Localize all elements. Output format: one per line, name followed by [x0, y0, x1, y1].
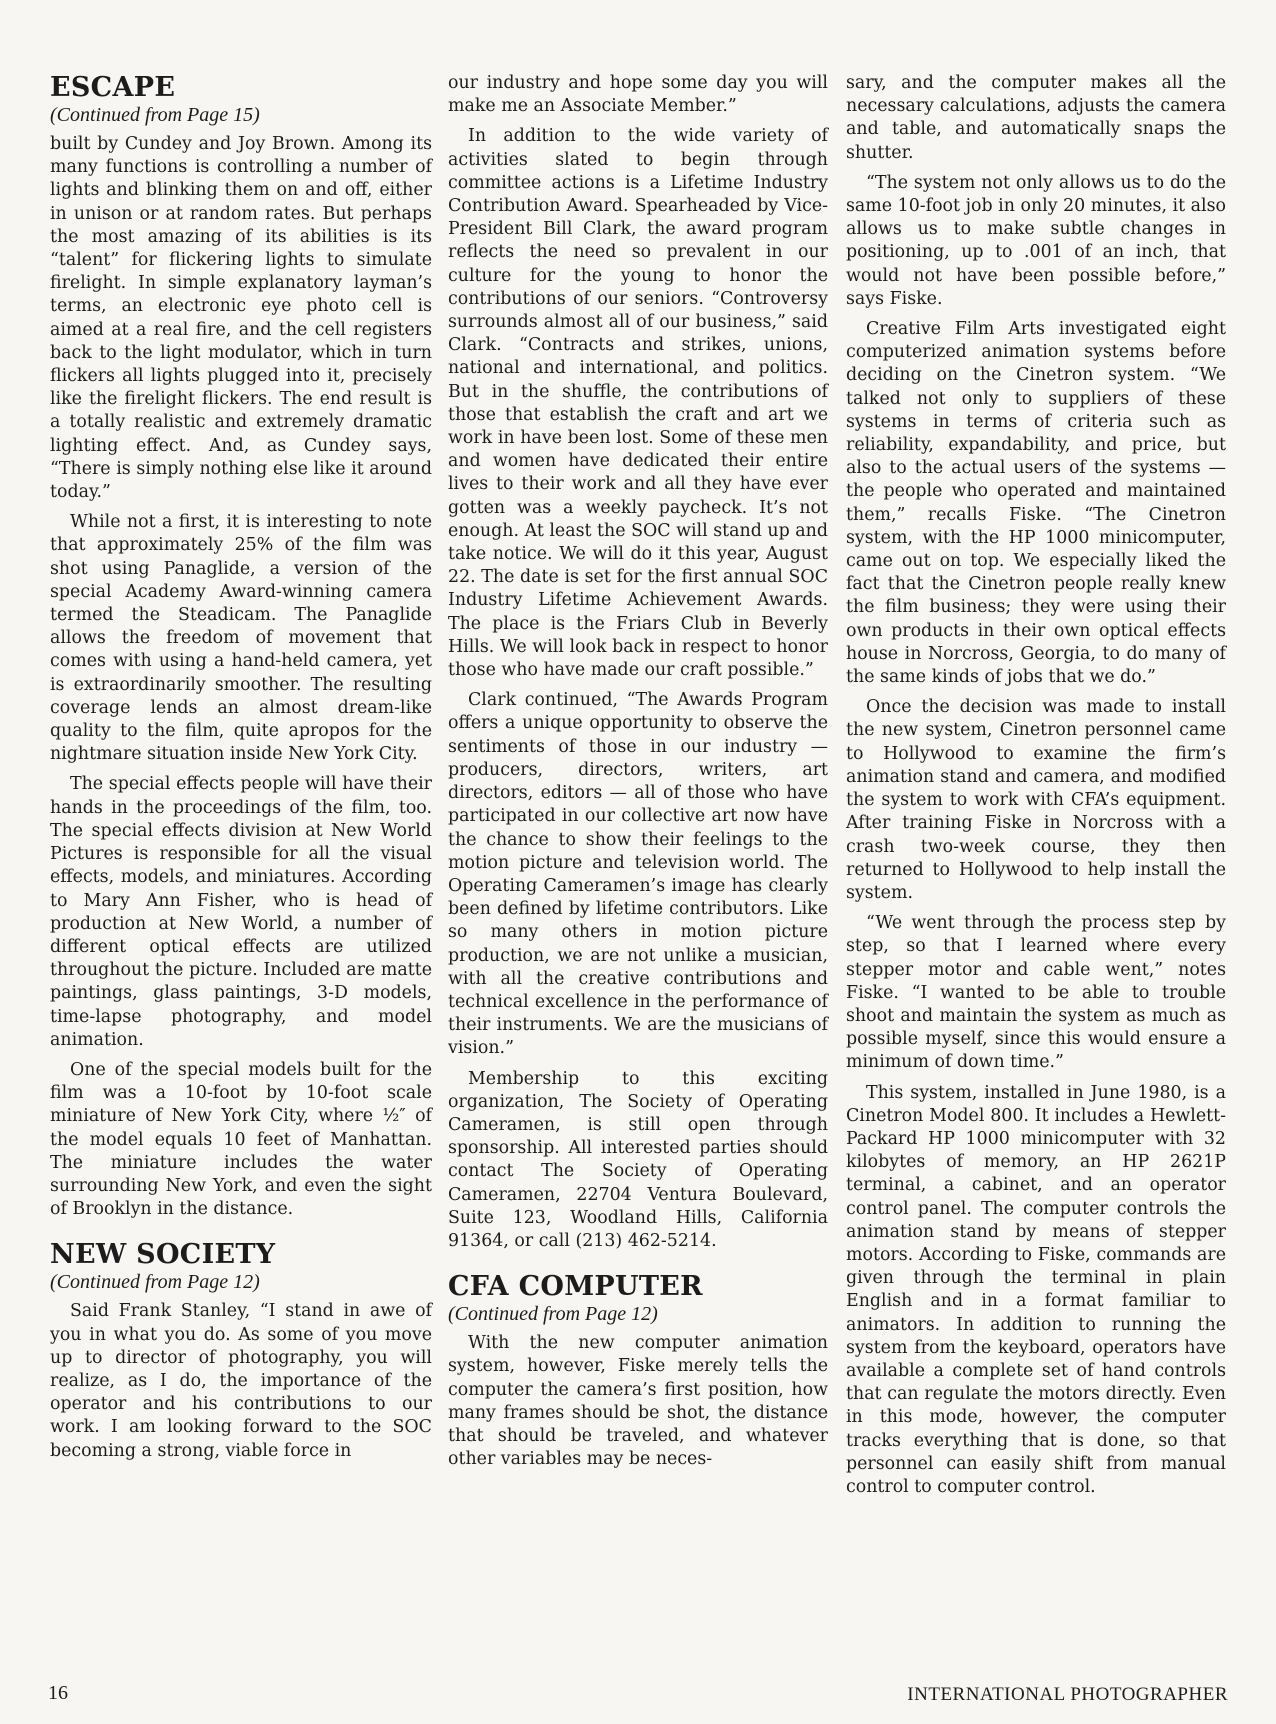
cfa-computer-paragraph: With the new computer animation system, however, Fiske merely tells the computer the camera’s first position, how many frames should be shot, the distance that should be traveled, and whatever other variables may be neces- [448, 1333, 828, 1470]
escape-heading: ESCAPE [50, 72, 176, 103]
escape-paragraph: built by Cundey and Joy Brown. Among its many functions is controlling a number of lights and blinking them on and off, either in unison or at random rates. But perhaps the most amazing of its abilities is its “talent” for flickering lights to simulate firelight. In simple explanatory layman’s terms, an electronic eye photo cell is aimed at a real fire, and the cell registers back to the light modulator, which in turn flickers all lights plugged into it, precisely like the firelight flickers. The end result is a totally realistic and extremely dramatic lighting effect. And, as Cundey says, “There is simply nothing else like it around today.” [50, 134, 432, 503]
new-society-continued-note: (Continued from Page 12) [50, 1271, 260, 1294]
new-society-heading: NEW SOCIETY [50, 1239, 276, 1271]
new-society-paragraph: our industry and hope some day you will make me an Associate Member.” [448, 73, 828, 117]
new-society-paragraph: Clark continued, “The Awards Program offers a unique opportunity to observe the sentiments of those in our industry — producers, directors, writers, art directors, editors — all of those who have participated in our collective art now have the chance to show their feelings to the motion picture and television world. The Operating Cameramen’s image has clearly been defined by lifetime contributors. Like so many others in motion picture production, we are not unlike a musician, with all the creative contributions and technical excellence in the performance of their instruments. We are the musicians of vision.” [448, 690, 828, 1059]
escape-continued-note: (Continued from Page 15) [50, 104, 260, 126]
cfa-computer-paragraph: Creative Film Arts investigated eight computerized animation systems before deciding on the Cinetron system. “We talked not only to suppliers of these systems in terms of criteria such as reliability, expandability, and price, but also to the actual users of the systems — the people who operated and maintained them,” recalls Fiske. “The Cinetron system, with the HP 1000 minicomputer, came out on top. We especially liked the fact that the Cinetron people really knew the film business; they were using their own products in their own optical effects house in Norcross, Georgia, to do many of the same kinds of jobs that we do.” [846, 319, 1226, 688]
escape-paragraph: One of the special models built for the film was a 10-foot by 10-foot scale miniature of New York City, where ½″ of the model equals 10 feet of Manhattan. The miniature includes the water surrounding New York, and even the sight of Brooklyn in the distance. [50, 1059, 432, 1220]
column-3 [846, 72, 1226, 1506]
page-number: 16 [48, 1682, 68, 1704]
column-1 [50, 72, 432, 1470]
cfa-computer-paragraph: Once the decision was made to install the new system, Cinetron personnel came to Hollywood to examine the firm’s animation stand and camera, and modified the system to work with CFA’s equipment. After training Fiske in Norcross with a crash two-week course, they then returned to Hollywood to help install the system. [846, 697, 1226, 903]
new-society-paragraph: In addition to the wide variety of activities slated to begin through committee actions is a Lifetime Industry Contribution Award. Spearheaded by Vice-President Bill Clark, the award program reflects the need so prevalent in our culture for the young to honor the contributions of our seniors. “Controversy surrounds almost all of our business,” said Clark. “Contracts and strikes, unions, national and international, and politics. But in the shuffle, the contributions of those that establish the craft and art we work in have been lost. Some of these men and women have dedicated their entire lives to their work and all they have ever gotten was a weekly paycheck. It’s not enough. At least the SOC will stand up and take notice. We will do it this year, August 22. The date is set for the first annual SOC Industry Lifetime Achievement Awards. The place is the Friars Club in Beverly Hills. We will look back in respect to honor those who have made our craft possible.” [448, 126, 828, 681]
cfa-computer-paragraph: sary, and the computer makes all the necessary calculations, adjusts the camera and table, and automatically snaps the shutter. [846, 73, 1226, 163]
new-society-paragraph: Said Frank Stanley, “I stand in awe of you in what you do. As some of you move up to director of photography, you will realize, as I do, the importance of the operator and his contributions to our work. I am looking forward to the SOC becoming a strong, viable force in [50, 1301, 432, 1461]
escape-paragraph: The special effects people will have their hands in the proceedings of the film, too. The special effects division at New World Pictures is responsible for all the visual effects, models, and miniatures. According to Mary Ann Fisher, who is head of production at New World, a number of different optical effects are utilized throughout the picture. Included are matte paintings, glass paintings, 3-D models, time-lapse photography, and model animation. [50, 774, 432, 1050]
cfa-computer-paragraph: This system, installed in June 1980, is a Cinetron Model 800. It includes a Hewlett-Packard HP 1000 minicomputer with 32 kilobytes of memory, an HP 2621P terminal, a cabinet, and an operator control panel. The computer controls the animation stand by means of stepper motors. According to Fiske, commands are given through the terminal in plain English and in a format familiar to animators. In addition to running the system from the keyboard, operators have available a complete set of hand controls that can regulate the motors directly. Even in this mode, however, the computer tracks everything that is done, so that personnel can easily shift from manual control to computer control. [846, 1082, 1226, 1497]
cfa-computer-heading: CFA COMPUTER [448, 1271, 703, 1303]
cfa-computer-continued-note: (Continued from Page 12) [448, 1303, 658, 1326]
publication-name: INTERNATIONAL PHOTOGRAPHER [907, 1684, 1228, 1705]
new-society-paragraph: Membership to this exciting organization, The Society of Operating Cameramen, is still open through sponsorship. All interested parties should contact The Society of Operating Cameramen, 22704 Ventura Boulevard, Suite 123, Woodland Hills, California 91364, or call (213) 462-5214. [448, 1068, 828, 1251]
cfa-computer-paragraph: “We went through the process step by step, so that I learned where every stepper motor and cable went,” notes Fiske. “I wanted to be able to trouble shoot and maintain the system as much as possible myself, since this would ensure a minimum of down time.” [846, 913, 1226, 1073]
cfa-computer-paragraph: “The system not only allows us to do the same 10-foot job in only 20 minutes, it also allows us to make subtle changes in positioning, up to .001 of an inch, that would not have been possible before,” says Fiske. [846, 172, 1226, 309]
escape-paragraph: While not a first, it is interesting to note that approximately 25% of the film was shot using Panaglide, a version of the special Academy Award-winning camera termed the Steadicam. The Panaglide allows the freedom of movement that comes with using a hand-held camera, yet is extraordinarily smoother. The resulting coverage lends an almost dream-like quality to the film, quite apropos for the nightmare situation inside New York City. [50, 512, 432, 765]
column-2 [448, 72, 828, 1478]
